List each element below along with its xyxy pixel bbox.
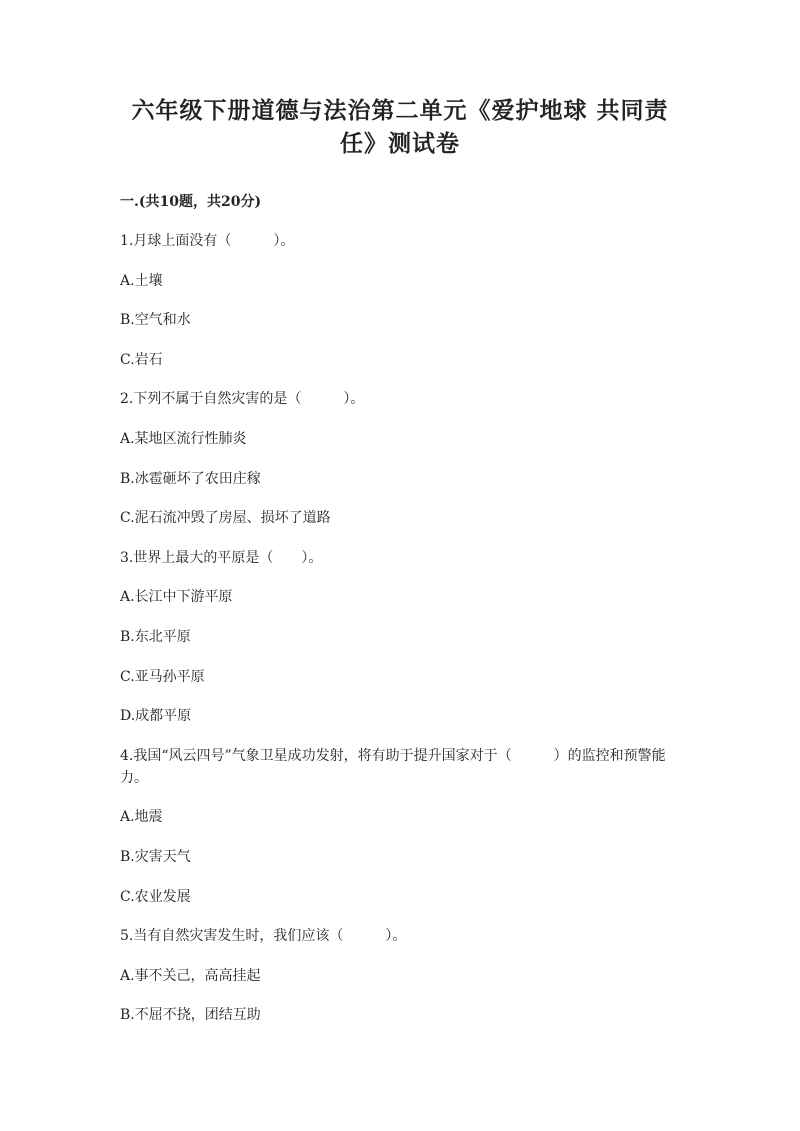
question-4-option-b: B.灾害天气 <box>120 848 191 865</box>
question-4-text: 4.我国“风云四号”气象卫星成功发射，将有助于提升国家对于（ ）的监控和预警能力。 <box>120 747 666 786</box>
question-5-option-b: B.不屈不挠，团结互助 <box>120 1007 261 1024</box>
question-3-option-b: B.东北平原 <box>120 628 191 645</box>
question-3-option-d: D.成都平原 <box>120 708 192 725</box>
question-3-text: 3.世界上最大的平原是（ ）。 <box>120 549 323 566</box>
question-2-option-c: C.泥石流冲毁了房屋、损坏了道路 <box>120 510 331 527</box>
question-5-text: 5.当有自然灾害发生时，我们应该（ ）。 <box>120 928 407 945</box>
section-heading: 一.(共10题，共20分) <box>120 194 262 210</box>
question-1-option-c: C.岩石 <box>120 351 163 368</box>
question-list <box>120 230 680 1026</box>
question-2-text: 2.下列不属于自然灾害的是（ ）。 <box>120 391 365 408</box>
question-5-option-a: A.事不关己，高高挂起 <box>120 967 261 984</box>
question-4-option-c: C.农业发展 <box>120 888 191 905</box>
question-3-option-a: A.长江中下游平原 <box>120 589 233 606</box>
question-1-option-a: A.土壤 <box>120 272 163 289</box>
page-title <box>120 94 680 160</box>
question-1-text: 1.月球上面没有（ ）。 <box>120 233 295 249</box>
question-2-option-b: B.冰雹砸坏了农田庄稼 <box>120 470 261 487</box>
title-line-2: 任》测试卷 <box>340 130 460 157</box>
question-2-option-a: A.某地区流行性肺炎 <box>120 430 247 447</box>
question-3-option-c: C.亚马孙平原 <box>120 668 205 685</box>
question-4-option-a: A.地震 <box>120 809 163 826</box>
title-line-1: 六年级下册道德与法治第二单元《爱护地球 共同责 <box>131 97 669 124</box>
question-1-option-b: B.空气和水 <box>120 312 191 329</box>
